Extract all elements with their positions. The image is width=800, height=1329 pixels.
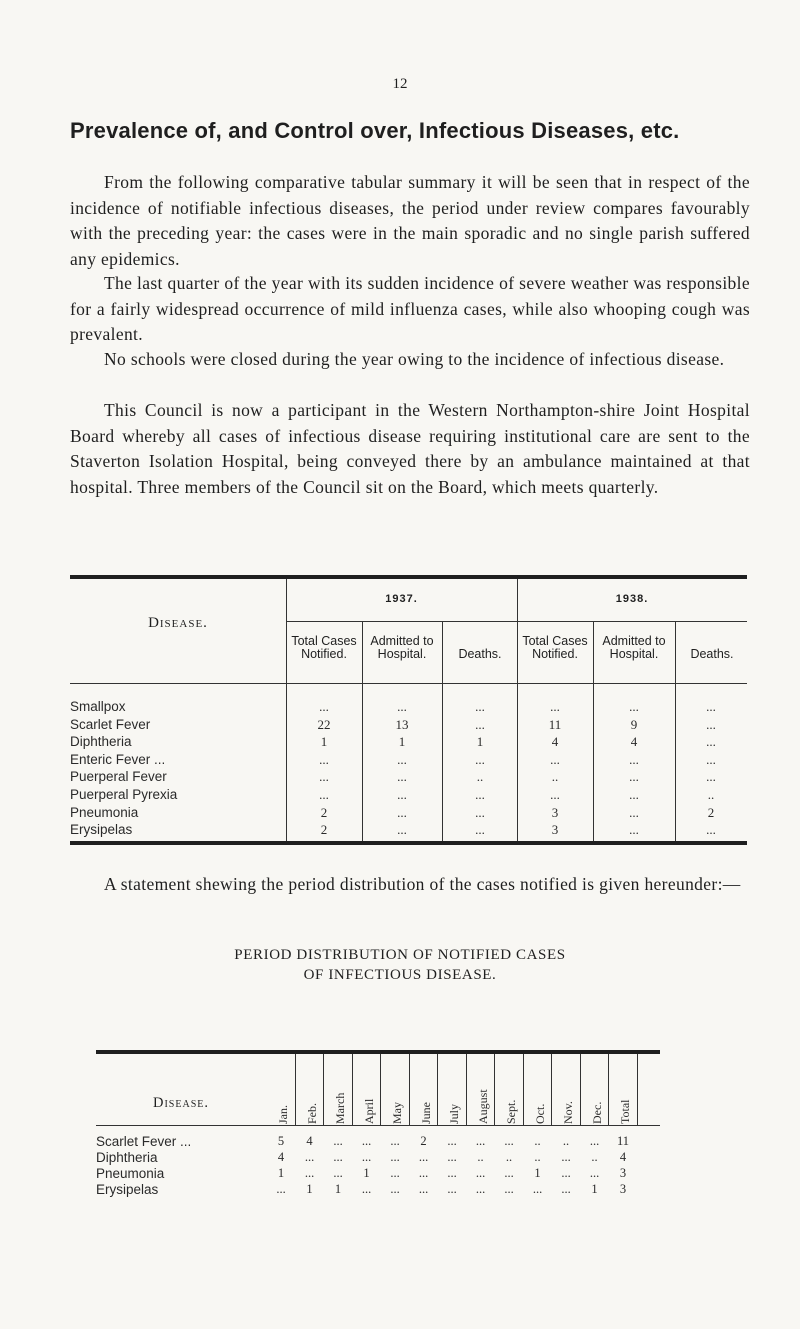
table-cell: ... <box>550 699 560 714</box>
table-cell: ... <box>475 804 485 820</box>
table-cell: ... <box>706 699 716 714</box>
table-cell: 1 <box>476 734 484 750</box>
table-cell: ... <box>397 787 407 802</box>
col-1937-total: Total Cases Notified. <box>291 634 357 661</box>
disease-name: Erysipelas <box>96 1182 159 1197</box>
table-cell: ... <box>475 1134 486 1148</box>
paragraph-1: From the following comparative tabular summary it will be seen that in respect of the incidence of notifiable infectious diseases, the period under review compares favourably with the preceding year: the cases were in the main sporadic and no single parish suffered any epidemics. <box>70 172 750 269</box>
paragraph-4: This Council is now a participant in the Western Northampton-shire Joint Hospital Board whereby all cases of infectious disease requiring institutional care are sent to the Staverton Isolation Hospital, being conveyed there by an ambulance maintained at that hospital. Three members of the Council sit on the Board, which meets quarterly. <box>70 400 750 497</box>
table-cell: 1 <box>534 1166 541 1180</box>
table-cell: ... <box>361 1134 372 1148</box>
page-heading: Prevalence of, and Control over, Infectious Diseases, etc. <box>70 118 680 143</box>
table-cell: .. <box>534 1134 541 1148</box>
table-cell: 3 <box>619 1182 627 1196</box>
paragraph-3: No schools were closed during the year owing to the incidence of infectious disease. <box>104 349 725 369</box>
table-cell: ... <box>319 787 329 802</box>
table-cell: 2 <box>320 804 328 820</box>
table-cell: ... <box>333 1134 343 1148</box>
table-cell: 1 <box>277 1166 285 1180</box>
table-row <box>70 699 747 717</box>
table-cell: 3 <box>551 804 559 820</box>
table-cell: ... <box>504 1166 514 1180</box>
period-distribution-table <box>96 1050 660 1197</box>
table-cell: 9 <box>630 716 638 732</box>
table-cell: .. <box>476 769 484 785</box>
table2-title-line2: OF INFECTIOUS DISEASE. <box>303 967 497 983</box>
table-cell: ... <box>629 751 639 767</box>
table-cell: ... <box>418 1150 429 1164</box>
table-cell: ... <box>390 1134 400 1148</box>
header-rule <box>70 683 747 684</box>
table-cell: ... <box>475 699 485 714</box>
table-cell: 22 <box>317 716 331 732</box>
table-cell: ... <box>475 716 485 732</box>
table-cell: 3 <box>619 1166 627 1180</box>
year-1937-header: 1937. <box>385 593 418 605</box>
table-cell: ... <box>550 787 560 802</box>
table-cell: .. <box>707 787 715 802</box>
month-header: April <box>361 1098 376 1124</box>
month-header: Jan. <box>276 1105 290 1124</box>
table-row <box>96 1166 660 1182</box>
col-1937-admitted: Admitted to Hospital. <box>370 634 434 661</box>
page-number: 12 <box>392 76 408 92</box>
table-cell: ... <box>361 1182 372 1196</box>
table-cell: ... <box>706 716 716 732</box>
table-cell: 4 <box>277 1150 285 1164</box>
table-cell: ... <box>447 1166 457 1180</box>
col-1938-deaths: Deaths. <box>690 647 734 661</box>
disease-name: Pneumonia <box>96 1166 165 1181</box>
table-cell: 2 <box>420 1134 427 1148</box>
month-header: Feb. <box>304 1103 319 1124</box>
table-cell: ... <box>589 1134 600 1148</box>
table-cell: ... <box>397 769 407 785</box>
disease-name: Pneumonia <box>70 804 139 820</box>
table-cell: ... <box>504 1134 514 1148</box>
disease-name: Enteric Fever ... <box>70 751 166 767</box>
table-cell: ... <box>304 1166 315 1180</box>
table-cell: ... <box>397 804 407 820</box>
table-cell: ... <box>418 1166 429 1180</box>
table-top-rule <box>70 575 747 579</box>
table-cell: ... <box>447 1150 457 1164</box>
table-cell: ... <box>629 804 639 820</box>
table-cell: ... <box>561 1182 571 1196</box>
month-header: Oct. <box>532 1103 547 1124</box>
table-cell: ... <box>390 1150 400 1164</box>
table-cell: ... <box>447 1182 457 1196</box>
month-header: August <box>475 1089 490 1124</box>
month-header: June <box>418 1102 433 1124</box>
table-cell: ... <box>304 1150 315 1164</box>
table-cell: ... <box>550 751 560 767</box>
table-cell: 3 <box>551 822 559 838</box>
table-cell: 1 <box>591 1182 598 1196</box>
table-row <box>70 822 747 840</box>
table-cell: ... <box>706 734 716 750</box>
table-cell: .. <box>562 1134 570 1148</box>
table-cell: ... <box>447 1134 457 1148</box>
table-row <box>96 1150 660 1166</box>
table-row <box>70 734 747 752</box>
table2-disease-header: Disease. <box>153 1095 209 1111</box>
col-1938-total: Total Cases Notified. <box>522 634 588 661</box>
table-cell: ... <box>706 769 716 785</box>
table-cell: 1 <box>306 1182 313 1196</box>
month-header: Nov. <box>561 1101 575 1124</box>
table-row <box>70 752 747 770</box>
table-cell: 1 <box>320 734 328 750</box>
table-cell: .. <box>591 1150 598 1164</box>
table-cell: ... <box>319 699 329 714</box>
table-cell: ... <box>418 1182 429 1196</box>
table-cell: ... <box>397 751 407 767</box>
table-cell: .. <box>505 1150 513 1164</box>
table-cell: 11 <box>548 716 562 732</box>
comparative-table <box>70 575 747 845</box>
table-cell: ... <box>629 769 639 785</box>
table-cell: ... <box>706 751 716 767</box>
table-cell: ... <box>589 1166 600 1180</box>
table-row <box>70 787 747 805</box>
col-1938-admitted: Admitted to Hospital. <box>602 634 666 661</box>
disease-name: Scarlet Fever ... <box>96 1134 192 1149</box>
disease-name: Puerperal Fever <box>70 769 167 785</box>
table-cell: ... <box>475 787 485 802</box>
table-cell: 5 <box>277 1134 285 1148</box>
month-header: Sept. <box>504 1099 518 1124</box>
table-cell: ... <box>319 769 329 785</box>
disease-name: Scarlet Fever <box>70 716 151 732</box>
lead-paragraph: A statement shewing the period distribution of the cases notified is given hereunder:— <box>104 874 741 894</box>
table-cell: .. <box>551 769 559 785</box>
table-cell: ... <box>333 1150 343 1164</box>
table-cell: 4 <box>551 734 559 750</box>
table-cell: 2 <box>320 822 328 838</box>
disease-name: Smallpox <box>70 699 126 714</box>
month-header: July <box>447 1103 461 1124</box>
col-1937-deaths: Deaths. <box>458 647 502 661</box>
table-cell: ... <box>333 1166 343 1180</box>
table-cell: ... <box>475 1182 486 1196</box>
month-header: March <box>333 1092 347 1124</box>
table-cell: ... <box>397 699 407 714</box>
table-cell: ... <box>390 1182 400 1196</box>
table-cell: 1 <box>363 1166 370 1180</box>
table-cell: 4 <box>630 734 638 750</box>
table-cell: 4 <box>306 1134 313 1148</box>
table-cell: ... <box>475 822 485 838</box>
table-cell: ... <box>319 751 329 767</box>
table-cell: 1 <box>398 734 406 750</box>
table-cell: ... <box>276 1182 286 1196</box>
table-cell: 2 <box>707 804 715 820</box>
table-cell: ... <box>629 699 639 714</box>
table2-title-line1: PERIOD DISTRIBUTION OF NOTIFIED CASES <box>234 947 566 963</box>
disease-name: Diphtheria <box>96 1150 158 1165</box>
disease-name: Diphtheria <box>70 734 132 750</box>
table2-header-rule <box>96 1125 660 1126</box>
table2-top-rule <box>96 1050 660 1054</box>
month-header: Dec. <box>589 1101 604 1124</box>
table-row <box>96 1182 660 1198</box>
table-cell: ... <box>561 1166 571 1180</box>
table-cell: ... <box>504 1182 514 1196</box>
disease-column-header: Disease. <box>148 615 208 631</box>
table-cell: ... <box>629 822 639 838</box>
table-cell: ... <box>475 751 485 767</box>
table-cell: .. <box>534 1150 541 1164</box>
table-row <box>96 1134 660 1150</box>
table-cell: ... <box>561 1150 571 1164</box>
table-cell: ... <box>706 822 716 838</box>
disease-name: Erysipelas <box>70 822 133 838</box>
month-header: Total <box>618 1099 632 1124</box>
table-cell: ... <box>361 1150 372 1164</box>
table-cell: 13 <box>395 716 409 732</box>
table-row <box>70 769 747 787</box>
year-1938-header: 1938. <box>615 593 649 605</box>
table-bottom-rule <box>70 841 747 845</box>
disease-name: Puerperal Pyrexia <box>70 787 178 802</box>
table-row <box>70 805 747 823</box>
paragraph-2: The last quarter of the year with its sudden incidence of severe weather was responsible for a fairly widespread occurrence of mild influenza cases, while also whooping cough was prevalent. <box>70 273 750 344</box>
table-cell: 11 <box>616 1134 630 1148</box>
table-cell: ... <box>397 822 407 838</box>
table-cell: ... <box>629 787 639 802</box>
table-cell: ... <box>532 1182 543 1196</box>
table-cell: ... <box>475 1166 486 1180</box>
table-cell: .. <box>477 1150 484 1164</box>
table-cell: ... <box>390 1166 400 1180</box>
table-cell: 4 <box>619 1150 627 1164</box>
table-row <box>70 717 747 735</box>
table-cell: 1 <box>334 1182 342 1196</box>
month-header: May <box>390 1102 404 1124</box>
